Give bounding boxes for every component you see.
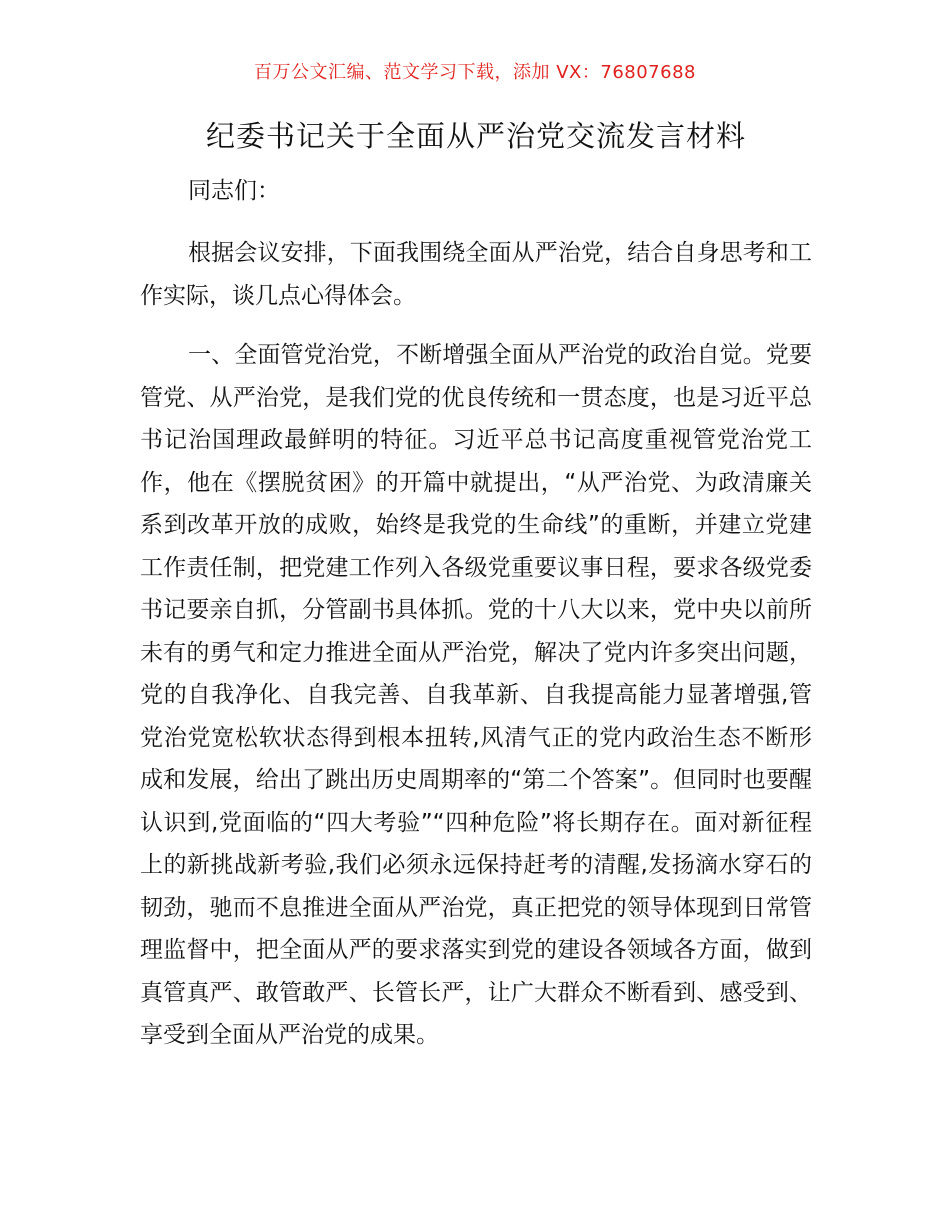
paragraph-intro: 根据会议安排，下面我围绕全面从严治党，结合自身思考和工作实际，谈几点心得体会。 [140, 240, 812, 309]
paragraph-section-one: 一、全面管党治党，不断增强全面从严治党的政治自觉。党要管党、从严治党，是我们党的优良传统和一贯态度，也是习近平总书记治国理政最鲜明的特征。习近平总书记高度重视管党治党工作，他在《摆脱贫困》的开篇中就提出，“从严治党、为政清廉关系到改革开放的成败，始终是我党的生命线”的重断，并建立党建工作责任制，把党建工作列入各级党重要议事日程，要求各级党委书记要亲自抓，分管副书具体抓。党的十八大以来，党中央以前所未有的勇气和定力推进全面从严治党，解决了党内许多突出问题，党的自我净化、自我完善、自我革新、自我提高能力显著增强,管党治党宽松软状态得到根本扭转,风清气正的党内政治生态不断形成和发展，给出了跳出历史周期率的“第二个答案”。但同时也要醒认识到,党面临的“四大考验”“四种危险”将长期存在。面对新征程上的新挑战新考验,我们必须永远保持赶考的清醒,发扬滴水穿石的韧劲，驰而不息推进全面从严治党，真正把党的领导体现到日常管理监督中，把全面从严的要求落实到党的建设各领域各方面，做到真管真严、敢管敢严、长管长严，让广大群众不断看到、感受到、享受到全面从严治党的成果。 [140, 342, 812, 1048]
salutation: 同志们： [188, 178, 280, 204]
watermark-banner: 百万公文汇编、范文学习下载，添加 VX：76807688 [254, 62, 696, 83]
document-body [140, 112, 812, 1074]
document-title: 纪委书记关于全面从严治党交流发言材料 [205, 119, 746, 153]
